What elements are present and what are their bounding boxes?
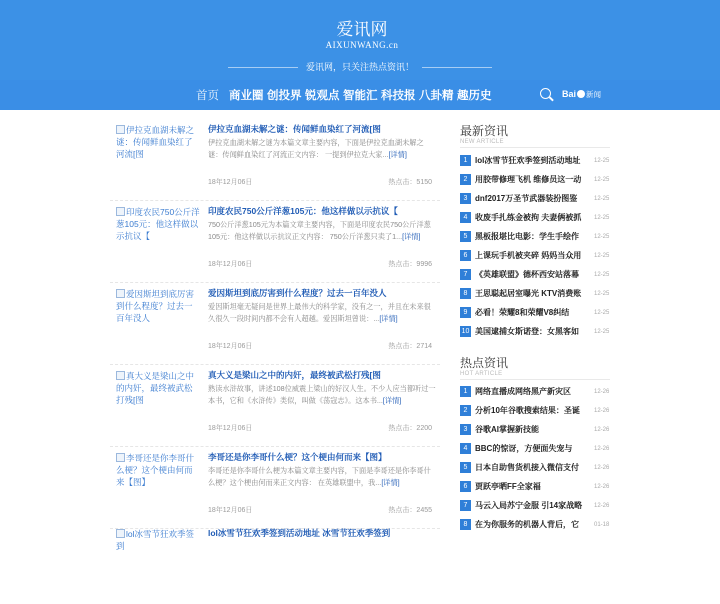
article-date: 18年12月06日 — [208, 507, 253, 514]
latest-news-item[interactable] — [460, 171, 610, 189]
news-date: 12-25 — [594, 196, 610, 202]
hot-news-item[interactable] — [460, 516, 610, 534]
news-date: 12-25 — [594, 272, 610, 278]
news-link[interactable]: 马云入局苏宁金服 引14家战略 — [475, 501, 583, 510]
news-link[interactable]: 王思聪起居室曝光 KTV消费账 — [475, 289, 582, 298]
site-logo[interactable] — [322, 20, 402, 50]
baidu-news-link[interactable] — [562, 89, 601, 100]
nav-opinion[interactable]: 锐观点 — [305, 90, 340, 102]
news-date: 12-25 — [594, 329, 610, 335]
news-link[interactable]: 《英雄联盟》德杯西安站落幕 — [475, 270, 579, 279]
header — [0, 0, 720, 110]
main-nav — [0, 80, 720, 110]
broken-image-icon — [116, 453, 125, 462]
latest-news-item[interactable] — [460, 323, 610, 341]
latest-news-item[interactable] — [460, 266, 610, 284]
news-date: 12-25 — [594, 215, 610, 221]
nav-gossip[interactable]: 八卦精 — [419, 90, 454, 102]
thumbnail-alt-text: 伊拉克血湖未解之谜：传闻鲜血染红了河流[图 — [116, 125, 195, 159]
news-link[interactable]: lol冰雪节狂欢季签到活动地址 — [475, 156, 581, 165]
hot-news-item[interactable] — [460, 478, 610, 496]
article-summary — [208, 465, 436, 489]
rank-badge: 4 — [460, 212, 471, 223]
rank-badge: 10 — [461, 328, 470, 335]
details-link[interactable]: [详情] — [402, 232, 421, 241]
slogan-text: 爱讯网，只关注热点资讯！ — [305, 62, 414, 72]
news-date: 12-26 — [594, 389, 610, 395]
latest-news-item[interactable] — [460, 152, 610, 170]
news-date: 12-26 — [594, 446, 610, 452]
rank-badge: 7 — [460, 269, 471, 280]
broken-image-icon — [116, 207, 125, 216]
article-title[interactable]: 伊拉克血湖未解之谜：传闻鲜血染红了河流[图 — [208, 124, 381, 134]
rank-badge: 7 — [460, 500, 471, 511]
thumbnail-alt-text: 真大义是梁山之中的内奸，最终被武松打残[图 — [116, 371, 195, 405]
news-date: 12-25 — [594, 291, 610, 297]
news-date: 12-26 — [594, 408, 610, 414]
summary-text: 750公斤洋葱105元为本篇文章主要内容，下面是印度农民750公斤洋葱105元：他这样做以示抗议正文内容： 750公斤洋葱只卖了1... — [208, 220, 431, 241]
article-date: 18年12月06日 — [208, 179, 253, 186]
rank-badge: 5 — [460, 462, 471, 473]
news-date: 12-26 — [594, 503, 610, 509]
hot-news-item[interactable] — [460, 421, 610, 439]
details-link[interactable]: [详情] — [379, 314, 398, 323]
nav-smart[interactable]: 智能汇 — [343, 90, 378, 102]
slogan-divider-right — [422, 67, 492, 68]
rank-badge: 1 — [460, 155, 471, 166]
article-hits: 热点击：2714 — [388, 343, 432, 350]
article-title[interactable]: 印度农民750公斤洋葱105元：他这样做以示抗议【 — [208, 206, 398, 216]
latest-news-item[interactable] — [460, 285, 610, 303]
panel-divider — [460, 379, 610, 380]
nav-tech[interactable]: 科技报 — [381, 90, 416, 102]
news-link[interactable]: 必看！荣耀8和荣耀V8纠结 — [475, 308, 570, 317]
search-icon[interactable] — [540, 88, 551, 99]
article-item — [110, 282, 440, 365]
news-link[interactable]: 收废手扎练金被拘 夫妻俩被抓 — [475, 213, 582, 222]
article-title[interactable]: 真大义是梁山之中的内奸，最终被武松打残[图 — [208, 370, 381, 380]
news-date: 12-26 — [594, 484, 610, 490]
baidu-logo-text: Bai — [562, 89, 577, 99]
summary-text: 熟读水浒故事，讲述108位威震上梁山的好汉人生。不少人应当都听过一本书，它和《水浒传》类似，叫做《荡寇志》。这本书... — [208, 384, 436, 405]
thumbnail-alt-text: 爱因斯坦到底厉害到什么程度？过去一百年没人 — [116, 289, 195, 323]
thumbnail-alt-text: lol冰雪节狂欢季签到 — [116, 529, 195, 551]
article-item — [110, 118, 440, 201]
panel-divider — [460, 147, 610, 148]
rank-badge: 6 — [460, 250, 471, 261]
news-link[interactable]: 黑板报堪比电影：学生手绘作 — [475, 232, 579, 241]
broken-image-icon — [116, 371, 125, 380]
news-link[interactable]: 分析10年谷歌搜索结果：圣诞 — [475, 406, 580, 415]
broken-image-icon — [116, 529, 125, 538]
news-link[interactable]: 上课玩手机被夹碎 妈妈当众用 — [475, 251, 582, 260]
article-summary — [208, 301, 436, 325]
hot-news-title: 热点资讯 — [460, 356, 509, 370]
baidu-paw-icon — [577, 90, 585, 98]
thumbnail-alt-text: 李哥还是你李哥什么梗？这个梗由何而来【图】 — [116, 453, 195, 487]
article-summary — [208, 219, 436, 243]
logo-chinese: 爱讯网 — [336, 20, 388, 39]
hot-news-subtitle: HOT ARTICLE — [460, 371, 503, 377]
baidu-news-label: 新闻 — [586, 90, 602, 99]
nav-home[interactable]: 首页 — [196, 90, 219, 102]
news-date: 12-25 — [594, 158, 610, 164]
news-link[interactable]: 谷歌AI掌握新技能 — [475, 425, 539, 434]
news-date: 01-18 — [594, 522, 610, 528]
article-title[interactable]: 李哥还是你李哥什么梗？这个梗由何而来【图】 — [208, 452, 387, 462]
latest-news-title: 最新资讯 — [460, 124, 509, 138]
latest-news-panel — [460, 124, 610, 354]
details-link[interactable]: [详情] — [381, 478, 400, 487]
article-thumbnail[interactable] — [116, 206, 200, 242]
article-date: 18年12月06日 — [208, 343, 253, 350]
news-date: 12-26 — [594, 465, 610, 471]
article-thumbnail[interactable] — [116, 452, 200, 488]
latest-news-item[interactable] — [460, 247, 610, 265]
logo-english: AIXUNWANG.cn — [325, 40, 399, 50]
rank-badge: 8 — [460, 288, 471, 299]
rank-badge: 2 — [460, 174, 471, 185]
article-hits: 热点击：2200 — [388, 425, 432, 432]
article-title[interactable]: 爱因斯坦到底厉害到什么程度？过去一百年没人 — [208, 288, 387, 298]
latest-news-item[interactable] — [460, 209, 610, 227]
news-date: 12-25 — [594, 234, 610, 240]
news-link[interactable]: 网络直播成网络黑产新灾区 — [475, 387, 571, 396]
article-item — [110, 446, 440, 529]
rank-badge: 9 — [460, 307, 471, 318]
news-link[interactable]: 贾跃亭晒FF全家福 — [475, 482, 541, 491]
hot-news-item[interactable] — [460, 497, 610, 515]
rank-badge: 5 — [460, 231, 471, 242]
rank-badge: 6 — [460, 481, 471, 492]
article-thumbnail[interactable] — [116, 124, 200, 160]
article-thumbnail[interactable] — [116, 370, 200, 406]
details-link[interactable]: [详情] — [388, 150, 407, 159]
nav-history[interactable]: 趣历史 — [457, 90, 492, 102]
rank-badge: 1 — [460, 386, 471, 397]
summary-text: 爱因斯坦毫无疑问是世界上最伟大的科学家，没有之一，并且在未来很久很久一段时间内都不会有人超越。爱因斯坦曾说：... — [208, 302, 431, 323]
latest-news-item[interactable] — [460, 190, 610, 208]
article-thumbnail[interactable] — [116, 288, 200, 324]
article-item — [110, 364, 440, 447]
summary-text: 李哥还是你李哥什么梗为本篇文章主要内容，下面是李哥还是你李哥什么梗？这个梗由何而来正文内容： 在英雄联盟中，我... — [208, 466, 431, 487]
broken-image-icon — [116, 125, 125, 134]
summary-text: 伊拉克血湖未解之谜为本篇文章主要内容，下面是伊拉克血湖未解之谜：传闻鲜血染红了河流正文内容： 一提到伊拉克大家... — [208, 138, 424, 159]
hot-news-item[interactable] — [460, 402, 610, 420]
broken-image-icon — [116, 289, 125, 298]
latest-news-item[interactable] — [460, 304, 610, 322]
rank-badge: 3 — [460, 193, 471, 204]
news-link[interactable]: 美国逮捕女斯诺登：女黑客如 — [475, 327, 579, 336]
article-title[interactable]: lol冰雪节狂欢季签到活动地址 冰雪节狂欢季签到 — [208, 528, 391, 538]
article-date: 18年12月06日 — [208, 425, 253, 432]
news-date: 12-25 — [594, 177, 610, 183]
hot-news-panel — [460, 356, 610, 540]
nav-startup[interactable]: 创投界 — [267, 90, 302, 102]
rank-badge: 4 — [460, 443, 471, 454]
news-link[interactable]: BBC的惊讶，方便面失宠与 — [475, 444, 573, 453]
article-item — [110, 200, 440, 283]
article-hits: 热点击：5150 — [388, 179, 432, 186]
article-summary — [208, 383, 436, 407]
nav-business[interactable]: 商业圈 — [229, 90, 264, 102]
slogan — [0, 60, 720, 73]
news-link[interactable]: 日本自助售货机接入微信支付 — [475, 463, 579, 472]
article-hits: 热点击：2455 — [388, 507, 432, 514]
latest-news-item[interactable] — [460, 228, 610, 246]
article-summary — [208, 137, 436, 161]
latest-news-subtitle: NEW ARTICLE — [460, 139, 504, 145]
rank-badge: 8 — [460, 519, 471, 530]
news-link[interactable]: 在为你服务的机器人背后，它 — [475, 520, 579, 529]
thumbnail-alt-text: 印度农民750公斤洋葱105元：他这样做以示抗议【 — [116, 207, 200, 241]
news-date: 12-25 — [594, 310, 610, 316]
rank-badge: 3 — [460, 424, 471, 435]
news-link[interactable]: 用胶带修理飞机 维修员这一动 — [475, 175, 582, 184]
article-item — [110, 522, 440, 604]
news-link[interactable]: dnf2017万圣节武器装扮图鉴 — [475, 194, 578, 203]
hot-news-item[interactable] — [460, 440, 610, 458]
article-thumbnail[interactable] — [116, 528, 200, 552]
hot-news-item[interactable] — [460, 459, 610, 477]
article-hits: 热点击：9996 — [388, 261, 432, 268]
slogan-divider-left — [228, 67, 298, 68]
hot-news-item[interactable] — [460, 383, 610, 401]
article-date: 18年12月06日 — [208, 261, 253, 268]
details-link[interactable]: [详情] — [382, 396, 402, 405]
news-date: 12-26 — [594, 427, 610, 433]
news-date: 12-25 — [594, 253, 610, 259]
rank-badge: 2 — [460, 405, 471, 416]
